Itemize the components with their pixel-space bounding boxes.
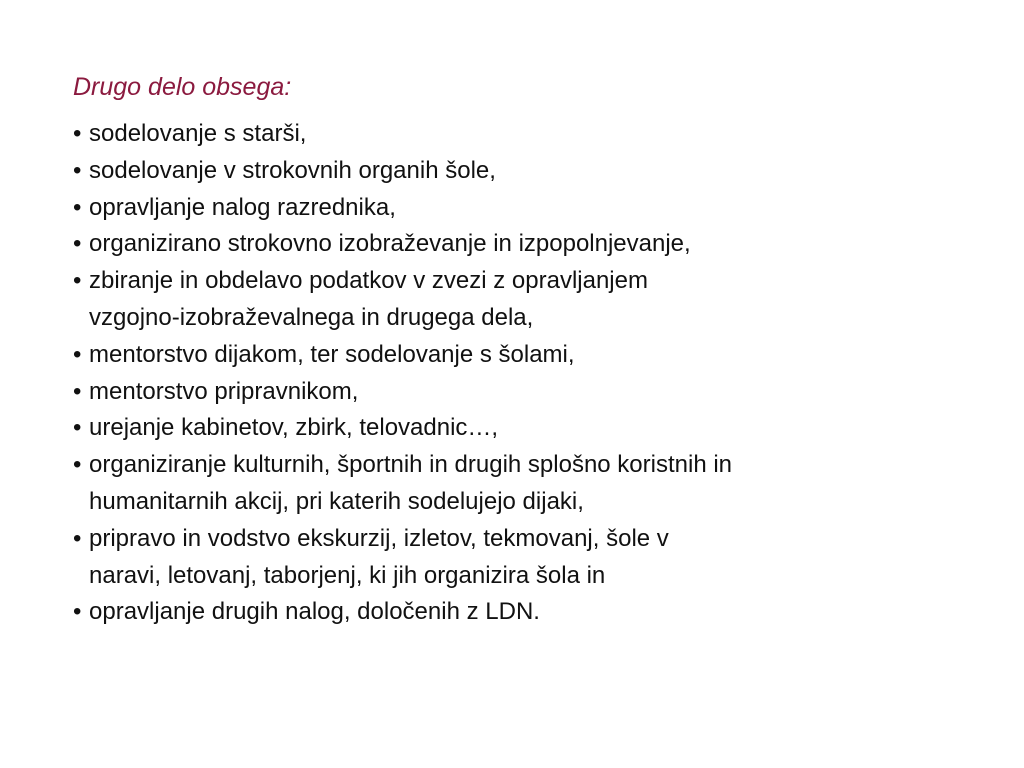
bullet-dot: • [73,524,82,552]
bullet-item [73,521,973,595]
bullet-text-continued: humanitarnih akcij, pri katerih sodelujejo dijaki, [89,487,584,515]
bullet-item [73,226,973,263]
bullet-dot: • [73,120,82,147]
bullet-text-continued: vzgojno-izobraževalnega in drugega dela, [89,303,534,331]
bullet-text: organiziranje kulturnih, športnih in drugih splošno koristnih in [89,451,733,479]
bullet-text-continued: naravi, letovanj, taborjenj, ki jih organizira šola in [89,561,606,589]
bullet-item [73,337,973,374]
bullet-list [73,116,973,631]
bullet-dot: • [73,193,82,221]
bullet-dot: • [73,267,82,295]
bullet-item [73,190,973,227]
bullet-item [73,263,973,337]
bullet-text: sodelovanje s starši, [89,120,307,147]
bullet-text: organizirano strokovno izobraževanje in izpopolnjevanje, [89,230,691,258]
bullet-dot: • [73,377,82,405]
bullet-item [73,116,973,153]
bullet-dot: • [73,230,82,258]
bullet-item [73,594,973,631]
bullet-dot: • [73,451,82,479]
bullet-text: mentorstvo pripravnikom, [89,377,359,405]
bullet-text: pripravo in vodstvo ekskurzij, izletov, tekmovanj, šole v [89,524,669,552]
bullet-dot: • [73,598,82,626]
slide-title: Drugo delo obsega: [73,73,292,101]
bullet-dot: • [73,414,82,442]
bullet-text: sodelovanje v strokovnih organih šole, [89,156,496,184]
bullet-text: opravljanje nalog razrednika, [89,193,396,221]
bullet-item [73,410,973,447]
bullet-dot: • [73,340,82,368]
bullet-text: urejanje kabinetov, zbirk, telovadnic…, [89,414,499,442]
bullet-item [73,153,973,190]
bullet-dot: • [73,156,82,184]
bullet-text: mentorstvo dijakom, ter sodelovanje s šolami, [89,340,575,368]
bullet-item [73,374,973,411]
bullet-text: opravljanje drugih nalog, določenih z LDN. [89,598,540,626]
bullet-item [73,447,973,521]
bullet-text: zbiranje in obdelavo podatkov v zvezi z opravljanjem [89,267,648,295]
